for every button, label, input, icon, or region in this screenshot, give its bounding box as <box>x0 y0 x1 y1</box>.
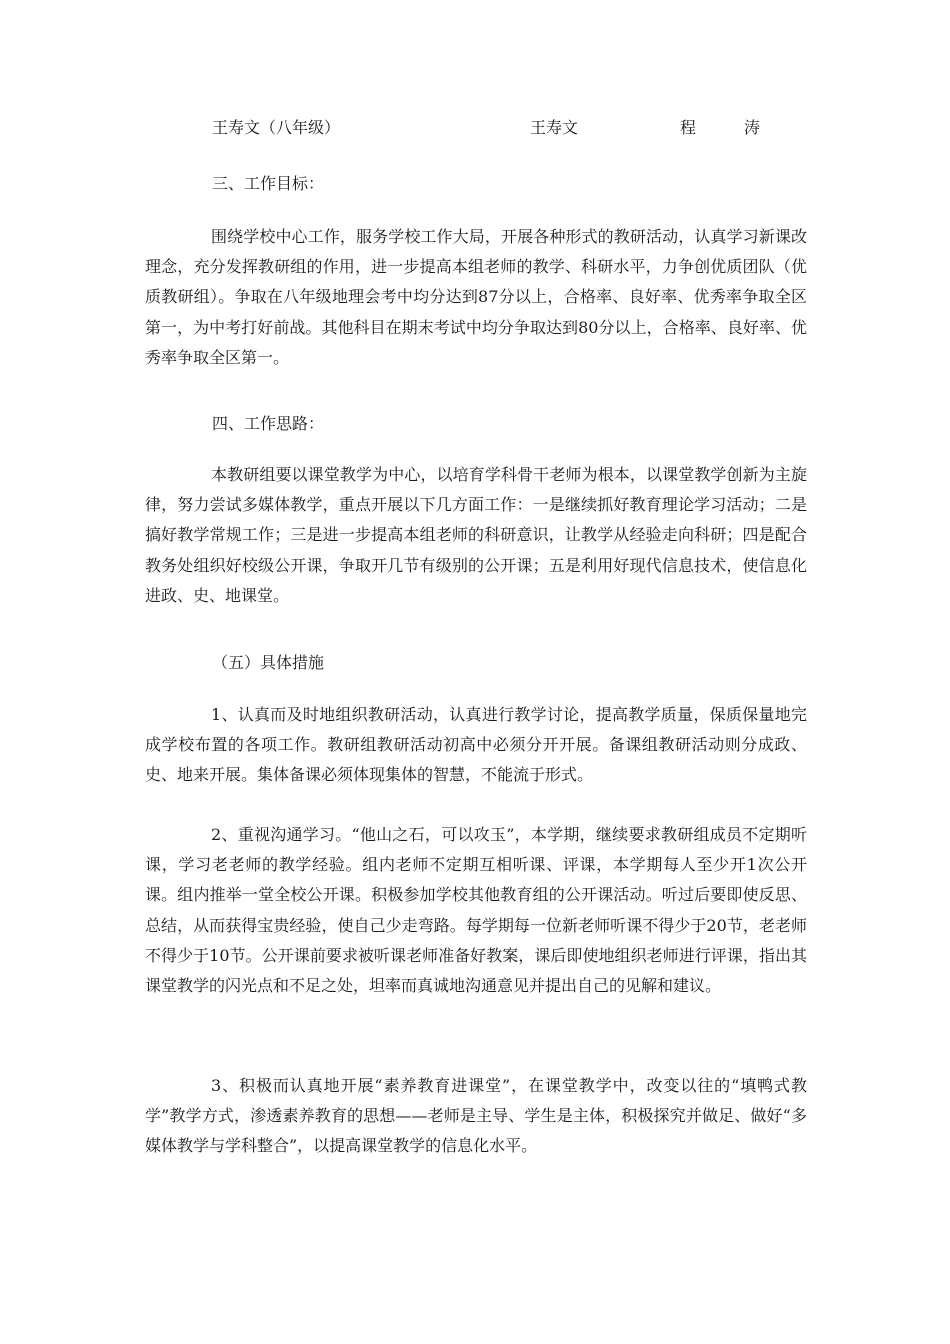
measures-heading: （五）具体措施 <box>212 653 325 672</box>
staff-name-3-given: 涛 <box>744 118 761 137</box>
staff-name-row <box>0 116 950 140</box>
work-idea-paragraph: 本教研组要以课堂教学为中心，以培育学科骨干老师为根本，以课堂教学创新为主旋律，努力尝试多媒体教学，重点开展以下几方面工作：一是继续抓好教育理论学习活动；二是搞好教学常规工作；三是进一步提高本组老师的科研意识，让教学从经验走向科研；四是配合教务处组织好校级公开课，争取开几节有级别的公开课；五是利用好现代信息技术，使信息化进政、史、地课堂。 <box>145 465 807 605</box>
work-goal-paragraph: 围绕学校中心工作，服务学校工作大局，开展各种形式的教研活动，认真学习新课改理念，充分发挥教研组的作用，进一步提高本组老师的教学、科研水平，力争创优质团队（优质教研组）。争取在八年级地理会考中均分达到87分以上，合格率、良好率、优秀率争取全区第一，为中考打好前战。其他科目在期末考试中均分争取达到80分以上，合格率、良好率、优秀率争取全区第一。 <box>145 227 807 367</box>
staff-name-2: 王寿文 <box>530 118 579 137</box>
work-goal-heading: 三、工作目标： <box>212 174 325 193</box>
staff-name-grade: 王寿文（八年级） <box>212 118 341 137</box>
staff-name-3-surname: 程 <box>680 118 697 137</box>
measure-3-paragraph: 3、积极而认真地开展“素养教育进课堂”，在课堂教学中，改变以往的“填鸭式教学”教学方式，渗透素养教育的思想——老师是主导、学生是主体，积极探究并做足、做好“多媒体教学与学科整合”，以提高课堂教学的信息化水平。 <box>145 1076 807 1156</box>
measure-2-paragraph: 2、重视沟通学习。“他山之石，可以攻玉”，本学期，继续要求教研组成员不定期听课，学习老老师的教学经验。组内老师不定期互相听课、评课，本学期每人至少开1次公开课。组内推举一堂全校公开课。积极参加学校其他教育组的公开课活动。听过后要即使反思、总结，从而获得宝贵经验，使自己少走弯路。每学期每一位新老师听课不得少于20节，老老师不得少于10节。公开课前要求被听课老师准备好教案，课后即使地组织老师进行评课，指出其课堂教学的闪光点和不足之处，坦率而真诚地沟通意见并提出自己的见解和建议。 <box>145 825 807 996</box>
measure-1-paragraph: 1、认真而及时地组织教研活动，认真进行教学讨论，提高教学质量，保质保量地完成学校布置的各项工作。教研组教研活动初高中必须分开开展。备课组教研活动则分成政、史、地来开展。集体备课必须体现集体的智慧，不能流于形式。 <box>145 705 807 785</box>
work-idea-heading: 四、工作思路： <box>212 414 325 433</box>
